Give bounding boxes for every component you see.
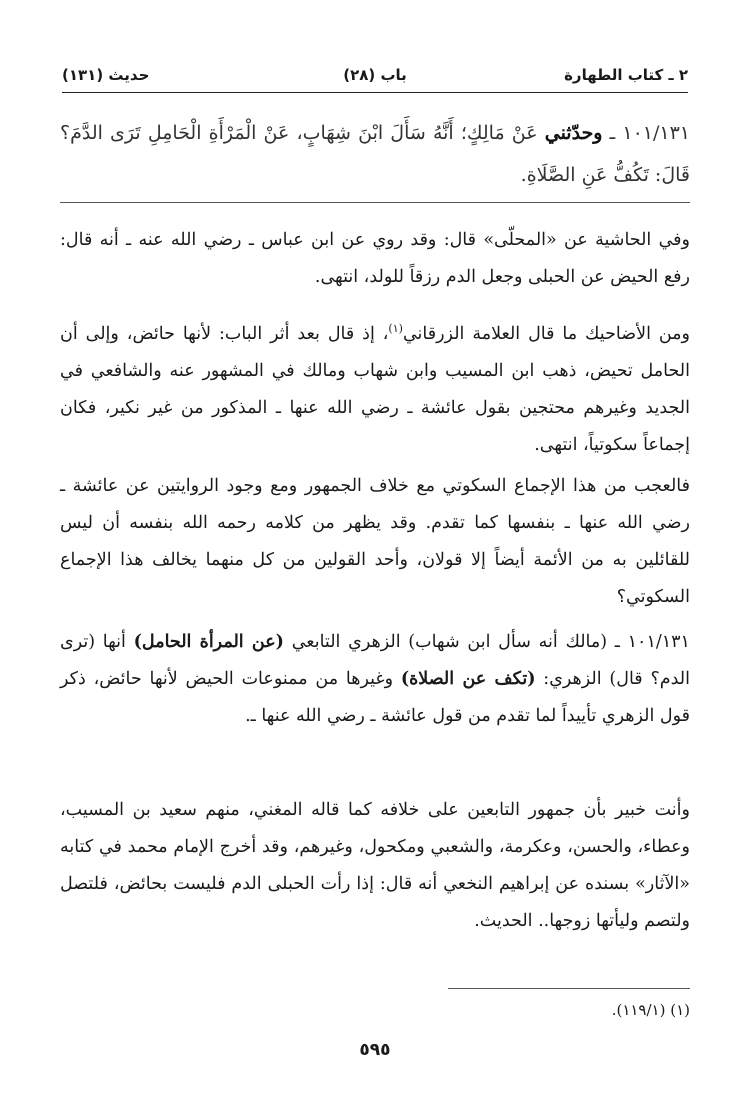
running-header bbox=[62, 62, 688, 88]
hadith-count: (١٣١) حديث bbox=[62, 66, 150, 84]
header-rule bbox=[62, 92, 688, 93]
sharh-part-a: (مالك أنه سأل ابن شهاب) الزهري التابعي bbox=[291, 632, 608, 652]
bab-number: (٢٨) باب bbox=[343, 66, 407, 84]
page-number: ٥٩٥ bbox=[359, 1040, 391, 1060]
sharh-matn-2: (تكف عن الصلاة) bbox=[400, 669, 536, 689]
chapter-title: ٢ ـ كتاب الطهارة bbox=[564, 66, 688, 84]
sharh-part-e: وغيرها من ممنوعات الحيض لأنها حائض، ذكر قول الزهري تأييداً لما تقدم من قول عائشة ـ رضي الله عنها ـ. bbox=[60, 669, 690, 726]
paragraph-4 bbox=[60, 624, 690, 735]
paragraph-3: فالعجب من هذا الإجماع السكوتي مع خلاف الجمهور ومع وجود الروايتين عن عائشة ـ رضي الله عنها ـ بنفسها كما تقدم. وقد يظهر من كلامه رحمه الله بنفسه أن ليس للقائلين به من الأئمة أيضاً إلا قولان، وأحد القولين من كل منهما يخالف هذا الإجماع السكوتي؟ bbox=[60, 476, 690, 607]
footnote-marker: (١) bbox=[388, 322, 403, 335]
sharh-matn-1: (عن المرأة الحامل) bbox=[133, 632, 284, 652]
hadith-text bbox=[60, 112, 690, 196]
footnote: (١) (١١٩/١). bbox=[611, 1001, 690, 1019]
paragraph-2 bbox=[60, 310, 690, 464]
sharh-number: ١٠١/١٣١ ـ bbox=[614, 632, 690, 652]
footnote-rule bbox=[448, 988, 690, 989]
sharh-part-c: أنها (ترى الدم؟ قال) الزهري: bbox=[60, 632, 690, 689]
paragraph-2-end: ، إذ قال بعد أثر الباب: لأنها حائض، وإلى أن الحامل تحيض، ذهب ابن المسيب وابن شهاب ومالك في المشهور عنه والشافعي في الجديد وغيرهم محتجين بقول عائشة ـ رضي الله عنها ـ المذكور من غير نكير، فكان إجماعاً سكوتياً، انتهى. bbox=[60, 323, 690, 455]
paragraph-5: وأنت خبير بأن جمهور التابعين على خلافه كما قاله المغني، منهم سعيد بن المسيب، وعطاء، والحسن، وعكرمة، والشعبي ومكحول، وغيرهم، وقد أخرج الإمام محمد في كتابه «الآثار» بسنده عن إبراهيم النخعي أنه قال: إذا رأت الحبلى الدم فليست بحائض، فلتصل ولتصم وليأتها زوجها.. الحديث. bbox=[60, 800, 690, 931]
paragraph-1: وفي الحاشية عن «المحلّى» قال: وقد روي عن ابن عباس ـ رضي الله عنه ـ أنه قال: رفع الحيض عن الحبلى وجعل الدم رزقاً للولد، انتهى. bbox=[60, 230, 690, 287]
hadith-body: عَنْ مَالِكٍ؛ أَنَّهُ سَأَلَ ابْنَ شِهَابٍ، عَنْ الْمَرْأَةِ الْحَامِلِ تَرَى الدَّمَ؟ قَالَ: تَكُفُّ عَنِ الصَّلَاةِ. bbox=[60, 122, 690, 186]
hadith-number: ١٠١/١٣١ ـ bbox=[609, 122, 690, 144]
hadith-opening: وحدّثني bbox=[544, 122, 603, 144]
text-divider bbox=[60, 202, 690, 203]
paragraph-2-start: ومن الأضاحيك ما قال العلامة الزرقاني bbox=[402, 323, 691, 344]
